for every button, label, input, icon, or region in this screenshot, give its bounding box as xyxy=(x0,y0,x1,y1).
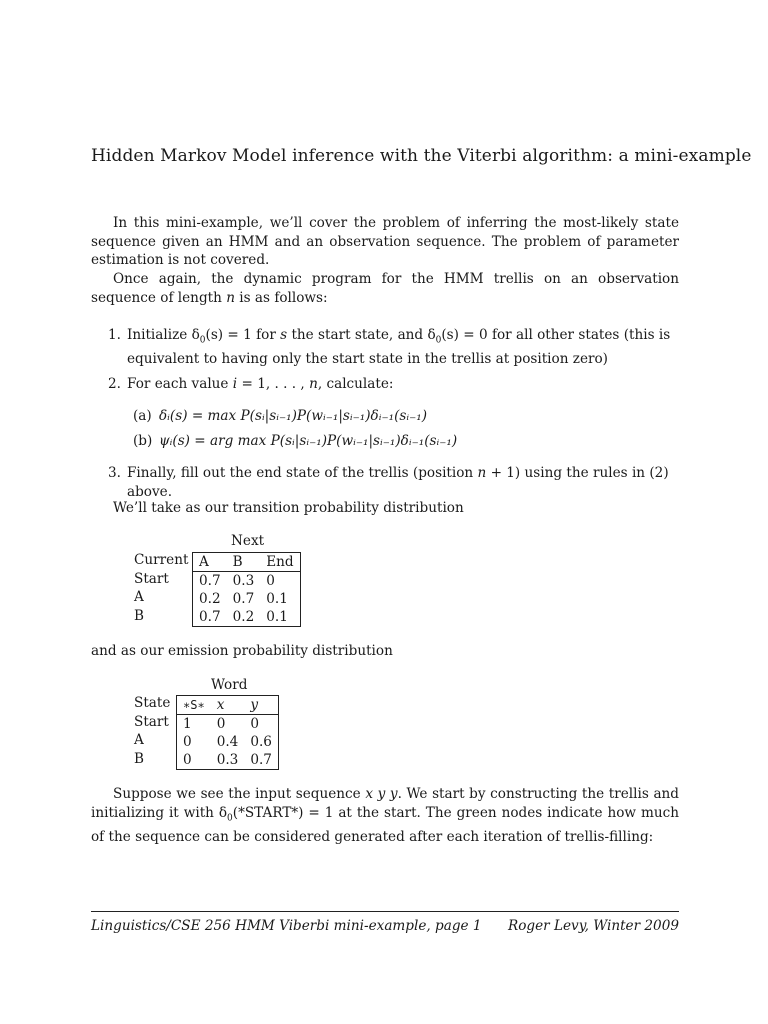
column-header: ∗S∗ xyxy=(177,696,211,715)
table-cell: 0 xyxy=(250,716,259,732)
step-2b-formula: ψᵢ(s) = arg max P(sᵢ|sᵢ₋₁)P(wᵢ₋₁|sᵢ₋₁)δᵢ₋₁(sᵢ₋₁) xyxy=(159,433,458,449)
s2-a: For each value xyxy=(127,376,233,392)
transition-row-label: B xyxy=(134,607,144,624)
s1-a: Initialize δ xyxy=(127,327,200,343)
table-header-row xyxy=(177,696,279,715)
dp-var-n: n xyxy=(226,289,235,306)
intro-paragraph xyxy=(91,214,679,270)
table-row xyxy=(177,751,279,770)
column-header: x xyxy=(211,696,245,715)
step-2b xyxy=(133,432,457,451)
closing-a: Suppose we see the input sequence xyxy=(113,786,366,802)
table-header-row xyxy=(193,553,301,572)
table-cell: 0 xyxy=(183,734,192,750)
column-header: A xyxy=(193,553,227,572)
emission-row-labels xyxy=(134,694,170,768)
transition-row-label: Start xyxy=(134,570,169,587)
table-cell: 0.7 xyxy=(232,591,255,607)
table-cell: 0.7 xyxy=(199,573,221,589)
emission-table xyxy=(176,695,279,770)
table-cell: 0.7 xyxy=(199,609,221,625)
emission-corner-label: State xyxy=(134,695,171,711)
table-cell: 0.6 xyxy=(250,734,272,750)
table-cell: 1 xyxy=(183,716,192,732)
table-cell: 0.3 xyxy=(216,752,239,768)
table-row xyxy=(193,572,301,591)
s1-var: s xyxy=(280,327,288,343)
s3-b: + 1) using the rules in (2) above. xyxy=(127,465,669,500)
closing-c: (*START*) = 1 at the start. The green nodes indicate how much of the sequence can be considered generated after each iteration of trellis-filling: xyxy=(91,804,679,845)
transition-table xyxy=(192,552,301,627)
step-2b-label: (b) xyxy=(133,433,153,449)
table-cell: 0.4 xyxy=(216,734,239,750)
table-row xyxy=(177,715,279,734)
step-1-text xyxy=(127,326,680,369)
step-2a-formula: δᵢ(s) = max P(sᵢ|sᵢ₋₁)P(wᵢ₋₁|sᵢ₋₁)δᵢ₋₁(sᵢ₋₁) xyxy=(159,408,428,424)
transition-row-label: A xyxy=(134,589,144,606)
step-2a-label: (a) xyxy=(133,408,152,424)
step-3-number: 3. xyxy=(108,465,121,481)
s2-var-i: i xyxy=(232,376,238,392)
dp-text-a: Once again, the dynamic program for the HMM trellis on an observation sequence of length xyxy=(91,271,679,306)
column-header: y xyxy=(244,696,278,715)
closing-paragraph xyxy=(91,785,679,846)
transition-lead: We’ll take as our transition probability distribution xyxy=(113,500,464,516)
footer-right: Roger Levy, Winter 2009 xyxy=(507,918,679,934)
closing-sub: 0 xyxy=(227,813,233,824)
table-cell: 0 xyxy=(266,573,275,589)
s1-b: (s) = 1 for xyxy=(205,327,281,343)
column-header: B xyxy=(227,553,261,572)
footer-divider xyxy=(91,911,679,912)
table-cell: 0.1 xyxy=(266,609,288,625)
table-cell: 0.2 xyxy=(199,591,221,607)
s1-d: (s) = 0 for all other states (this is equivalent to having only the start state in the trellis at position zero) xyxy=(127,327,671,368)
closing-sequence: x y y xyxy=(365,786,398,802)
s2-var-n: n xyxy=(309,376,318,392)
dp-text-b: is as follows: xyxy=(234,289,328,306)
s2-c: , calculate: xyxy=(317,376,394,392)
footer-left: Linguistics/CSE 256 HMM Viberbi mini-example, page 1 xyxy=(91,918,482,934)
closing-b: . We start by constructing the trellis and initializing it with δ xyxy=(91,786,680,821)
step-1-number: 1. xyxy=(108,327,121,343)
table-row xyxy=(193,590,301,608)
table-cell: 0.2 xyxy=(232,609,255,625)
step-3-text xyxy=(127,464,680,501)
column-header: End xyxy=(260,553,300,572)
dp-paragraph xyxy=(91,270,679,307)
step-2-text xyxy=(127,375,680,394)
step-2 xyxy=(108,375,680,394)
page-title: Hidden Markov Model inference with the Viterbi algorithm: a mini-example xyxy=(91,146,752,166)
s3-a: Finally, fill out the end state of the trellis (position xyxy=(127,465,478,481)
table-row xyxy=(193,608,301,627)
table-cell: 0 xyxy=(216,716,226,732)
transition-caption: Next xyxy=(231,533,265,549)
table-row xyxy=(177,733,279,751)
emission-caption: Word xyxy=(211,677,248,693)
s2-b: = 1, . . . , xyxy=(237,376,310,392)
step-3 xyxy=(108,464,680,501)
emission-row-label: Start xyxy=(134,713,169,730)
s3-var-n: n xyxy=(477,465,487,481)
emission-row-label: B xyxy=(134,750,144,767)
table-cell: 0.7 xyxy=(250,752,272,768)
table-cell: 0.1 xyxy=(266,591,288,607)
s1-sub0: 0 xyxy=(199,335,206,346)
table-cell: 0 xyxy=(183,752,192,768)
transition-row-labels xyxy=(134,551,188,625)
emission-lead: and as our emission probability distribution xyxy=(91,643,393,659)
s1-c: the start state, and δ xyxy=(287,327,436,343)
emission-row-label: A xyxy=(134,732,144,749)
step-1 xyxy=(108,326,680,369)
table-cell: 0.3 xyxy=(232,573,255,589)
transition-corner-label: Current xyxy=(134,552,189,568)
step-2a xyxy=(133,407,427,426)
step-2-number: 2. xyxy=(108,376,121,392)
s1-sub1: 0 xyxy=(435,335,442,346)
intro-text: In this mini-example, we’ll cover the problem of inferring the most-likely state sequence given an HMM and an observation sequence. The problem of parameter estimation is not covered. xyxy=(91,215,679,268)
